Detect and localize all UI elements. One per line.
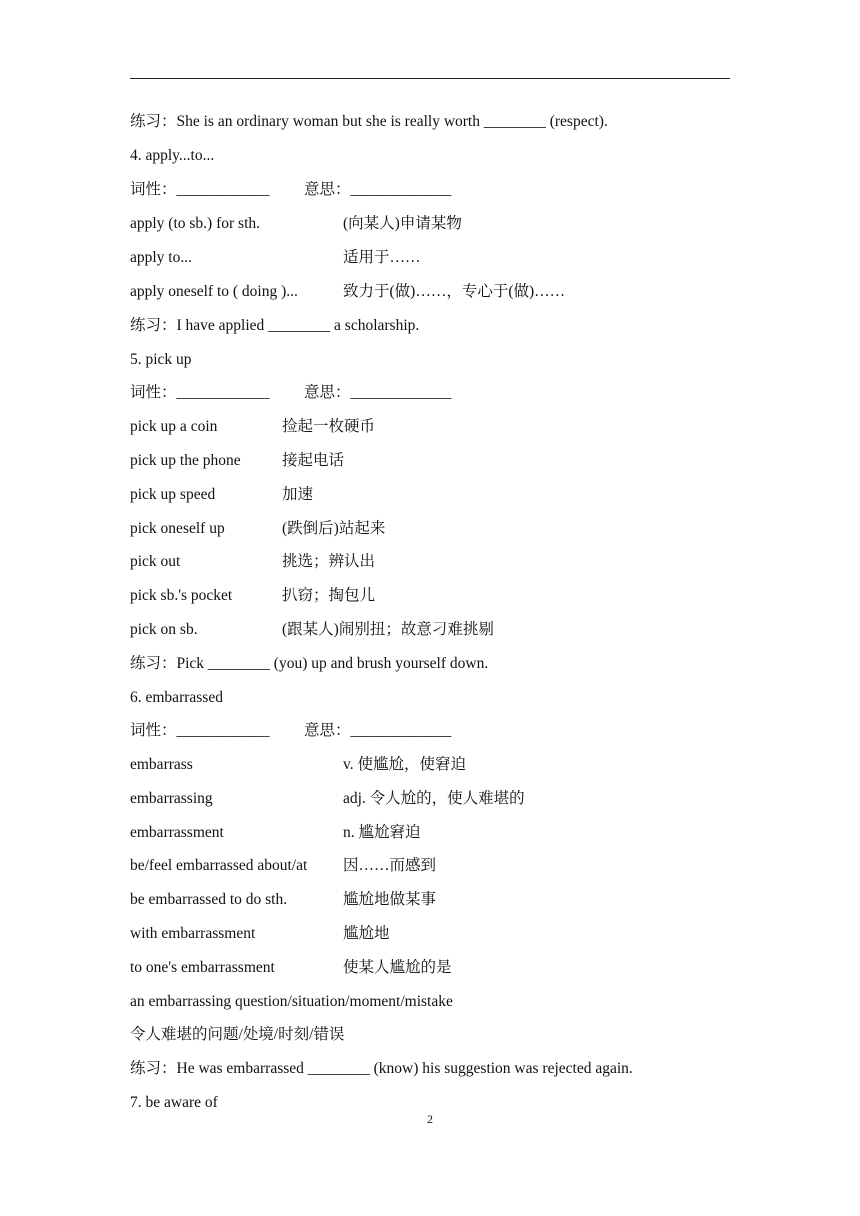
exercise-3: 练习：She is an ordinary woman but she is really worth ________ (respect).	[130, 113, 608, 130]
phrase-zh: 尴尬地做某事	[343, 891, 437, 908]
list-item	[130, 248, 421, 268]
section-4-pos-meaning	[130, 180, 452, 200]
phrase-zh: 适用于……	[343, 249, 421, 266]
list-item	[130, 924, 390, 944]
phrase-zh: (跌倒后)站起来	[282, 520, 386, 537]
phrase-en: to one's embarrassment	[130, 959, 275, 976]
list-item	[130, 789, 525, 809]
phrase-en: apply to...	[130, 249, 192, 266]
phrase-zh: v. 使尴尬，使窘迫	[343, 756, 466, 773]
list-item	[130, 890, 437, 910]
phrase-zh: 使某人尴尬的是	[343, 959, 452, 976]
phrase-en: with embarrassment	[130, 925, 256, 942]
list-item	[130, 620, 494, 640]
phrase-zh: (向某人)申请某物	[343, 215, 462, 232]
list-item	[130, 755, 466, 775]
list-item	[130, 552, 376, 572]
meaning-label: 意思：_____________	[304, 722, 452, 739]
phrase-zh: 尴尬地	[343, 925, 390, 942]
section-4-heading: 4. apply...to...	[130, 147, 215, 164]
section-6-heading: 6. embarrassed	[130, 689, 223, 706]
phrase-en: pick oneself up	[130, 520, 225, 537]
phrase-en-line: an embarrassing question/situation/moment/mistake	[130, 993, 453, 1010]
list-item	[130, 417, 376, 437]
phrase-zh: adj. 令人尬的，使人难堪的	[343, 790, 525, 807]
exercise-5: 练习：Pick ________ (you) up and brush yourself down.	[130, 655, 489, 672]
section-5-heading: 5. pick up	[130, 351, 192, 368]
phrase-en: pick sb.'s pocket	[130, 587, 233, 604]
meaning-label: 意思：_____________	[304, 384, 452, 401]
phrase-en: pick on sb.	[130, 621, 198, 638]
meaning-label: 意思：_____________	[304, 181, 452, 198]
list-item	[130, 586, 376, 606]
list-item	[130, 214, 462, 234]
pos-label: 词性：____________	[130, 722, 270, 739]
phrase-en: be embarrassed to do sth.	[130, 891, 288, 908]
phrase-en: embarrassment	[130, 824, 224, 841]
pos-label: 词性：____________	[130, 181, 270, 198]
exercise-6: 练习：He was embarrassed ________ (know) his suggestion was rejected again.	[130, 1060, 633, 1077]
phrase-zh: 扒窃；掏包儿	[282, 587, 376, 604]
phrase-zh: (跟某人)闹别扭；故意刁难挑剔	[282, 621, 494, 638]
phrase-zh: 加速	[282, 486, 314, 503]
phrase-zh: 接起电话	[282, 452, 345, 469]
list-item	[130, 958, 452, 978]
phrase-en: embarrassing	[130, 790, 213, 807]
list-item	[130, 856, 437, 876]
phrase-zh: 捡起一枚硬币	[282, 418, 376, 435]
page-number: 2	[427, 1112, 433, 1126]
list-item	[130, 485, 314, 505]
phrase-zh: 挑选；辨认出	[282, 553, 376, 570]
phrase-en: be/feel embarrassed about/at	[130, 857, 308, 874]
phrase-en: apply oneself to ( doing )...	[130, 283, 298, 300]
list-item	[130, 823, 421, 843]
section-6-pos-meaning	[130, 721, 452, 741]
phrase-en: pick up a coin	[130, 418, 218, 435]
phrase-en: apply (to sb.) for sth.	[130, 215, 261, 232]
phrase-zh: 致力于(做)……，专心于(做)……	[343, 283, 566, 300]
phrase-en: pick out	[130, 553, 181, 570]
phrase-zh-line: 令人难堪的问题/处境/时刻/错误	[130, 1026, 345, 1043]
list-item	[130, 282, 566, 302]
section-5-pos-meaning	[130, 383, 452, 403]
phrase-zh: n. 尴尬窘迫	[343, 824, 421, 841]
phrase-en: pick up speed	[130, 486, 216, 503]
list-item	[130, 451, 345, 471]
section-7-heading: 7. be aware of	[130, 1094, 218, 1111]
header-rule	[130, 78, 730, 79]
list-item	[130, 519, 386, 539]
exercise-4: 练习：I have applied ________ a scholarship.	[130, 317, 420, 334]
phrase-en: pick up the phone	[130, 452, 241, 469]
phrase-en: embarrass	[130, 756, 193, 773]
phrase-zh: 因……而感到	[343, 857, 437, 874]
pos-label: 词性：____________	[130, 384, 270, 401]
